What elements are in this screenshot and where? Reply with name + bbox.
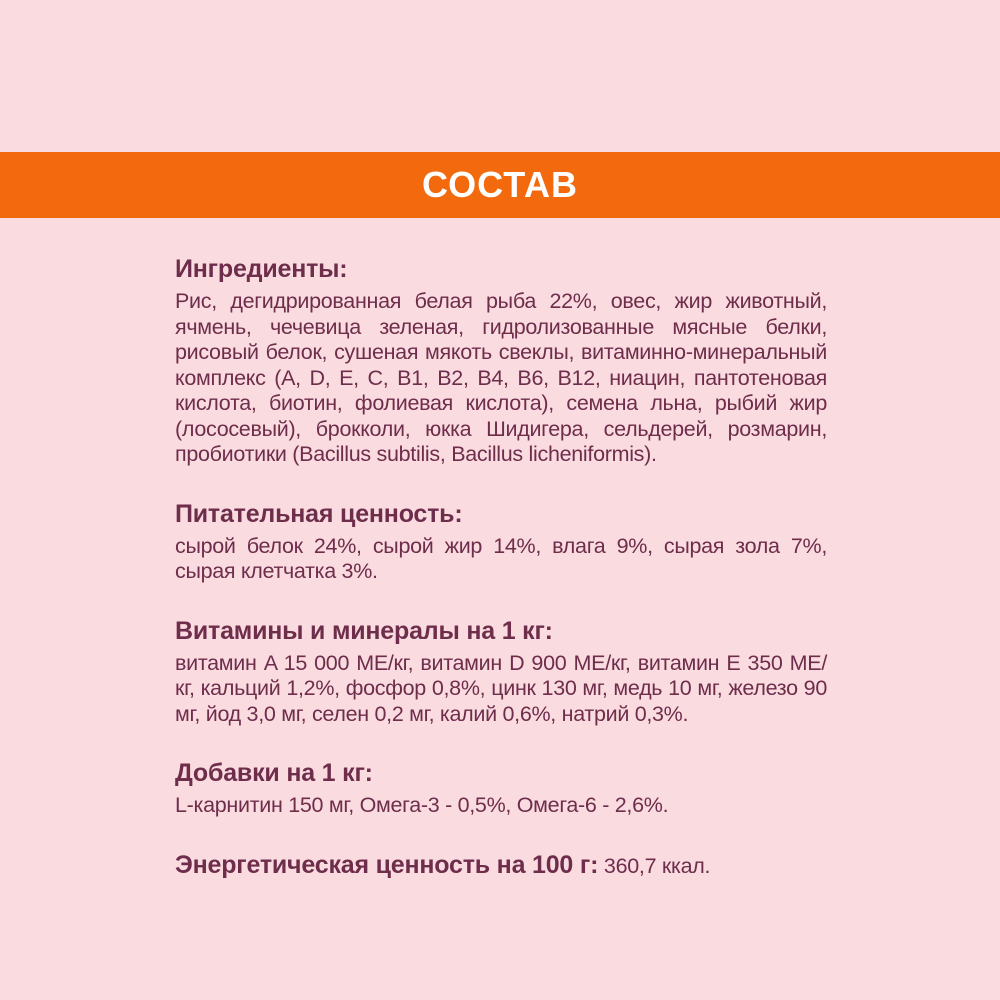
nutrition-section [175,499,827,585]
additives-heading: Добавки на 1 кг: [175,759,373,787]
energy-value-number: 360,7 ккал. [603,853,711,878]
energy-value-label: Энергетическая ценность на 100 г: [175,850,599,879]
composition-banner-title: СОСТАВ [422,164,578,205]
nutrition-heading: Питательная ценность: [175,499,463,528]
vitamins-minerals-section [175,616,827,728]
ingredients-heading: Ингредиенты: [175,255,348,283]
vitamins-minerals-text: витамин A 15 000 МЕ/кг, витамин D 900 МЕ/кг, витамин E 350 МЕ/кг, кальций 1,2%, фосфор 0,8%, цинк 130 мг, медь 10 мг, железо 90 мг, йод 3,0 мг, селен 0,2 мг, калий 0,6%, натрий 0,3%. [175,650,827,726]
ingredients-section [175,254,827,468]
energy-value-line [175,852,827,879]
composition-content [175,254,827,879]
nutrition-text: сырой белок 24%, сырой жир 14%, влага 9%, сырая зола 7%, сырая клетчатка 3%. [175,533,827,583]
vitamins-minerals-heading: Витамины и минералы на 1 кг: [175,616,553,645]
additives-text: L-карнитин 150 мг, Омега-3 - 0,5%, Омега-6 - 2,6%. [175,793,669,817]
composition-banner [0,152,1000,218]
additives-section [175,758,827,819]
ingredients-text: Рис, дегидрированная белая рыба 22%, овес, жир животный, ячмень, чечевица зеленая, гидролизованные мясные белки, рисовый белок, сушеная мякоть свеклы, витаминно-минеральный комплекс (A, D, E, C, B1, B2, B4, B6, B12, ниацин, пантотеновая кислота, биотин, фолиевая кислота), семена льна, рыбий жир (лососевый), брокколи, юкка Шидигера, сельдерей, розмарин, пробиотики (Bacillus subtilis, Bacillus licheniformis). [175,289,827,466]
